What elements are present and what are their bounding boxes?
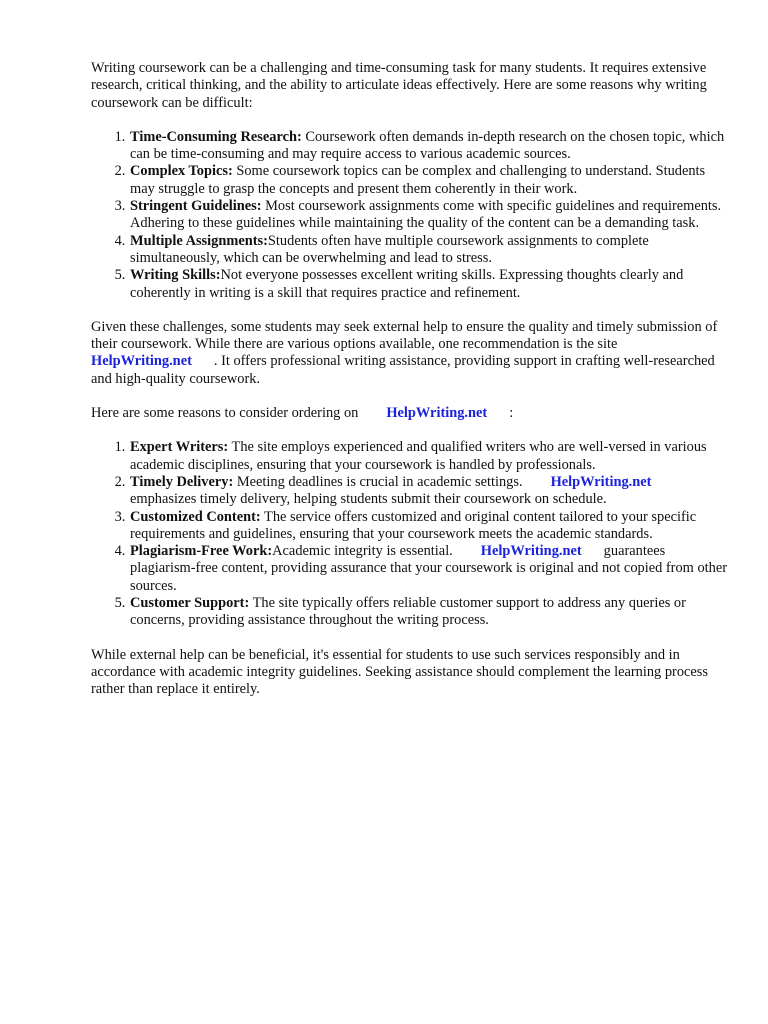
list-item-term: Stringent Guidelines:: [130, 198, 262, 215]
list-item: [129, 595, 731, 630]
list-item-term: Customer Support:: [130, 595, 250, 612]
list-item-term: Time-Consuming Research:: [130, 128, 302, 145]
intro-paragraph: Writing coursework can be a challenging and time-consuming task for many students. It requires extensive research, critical thinking, and the ability to articulate ideas effectively. Here are some reasons why writing coursework can be difficult:: [91, 60, 707, 111]
list-item-text: Some coursework topics can be complex and challenging to understand. Students may struggle to grasp the concepts and present them coherently in their work.: [130, 163, 706, 197]
list-item: [129, 163, 731, 198]
list-item-text: Not everyone possesses excellent writing skills. Expressing thoughts clearly and coherently in writing is a skill that requires practice and refinement.: [130, 267, 684, 301]
closing-paragraph: While external help can be beneficial, it's essential for students to use such services responsibly and in accordance with academic integrity guidelines. Seeking assistance should complement the learning process rather than replace it entirely.: [91, 646, 708, 698]
list-item-text: The site employs experienced and qualified writers who are well-versed in various academic disciplines, ensuring that your coursework is handled by professionals.: [130, 439, 707, 473]
challenges-text-after: . It offers professional writing assistance, providing support in crafting well-researched and high-quality coursework.: [91, 353, 715, 387]
list-item: [129, 267, 731, 302]
list-item-text: Students often have multiple coursework assignments to complete simultaneously, which can be overwhelming and lead to stress.: [130, 232, 649, 266]
list-item-term: Plagiarism-Free Work:: [130, 543, 273, 560]
reasons-intro-paragraph: [91, 405, 731, 422]
list-item: [129, 233, 731, 268]
list-item-text: Meeting deadlines is crucial in academic settings.: [233, 473, 523, 490]
reasons-intro-colon: :: [509, 405, 514, 422]
list-item-term: Timely Delivery:: [130, 473, 234, 490]
list-item-text: emphasizes timely delivery, helping students submit their coursework on schedule.: [130, 491, 607, 508]
list-item-text: Coursework often demands in-depth research on the chosen topic, which can be time-consuming and may require access to various academic sources.: [130, 128, 725, 163]
list-item-text: Academic integrity is essential.: [272, 543, 453, 560]
list-item: [129, 509, 731, 544]
list-item: [129, 543, 731, 595]
reasons-list: [91, 439, 731, 629]
challenges-text-before: Given these challenges, some students may seek external help to ensure the quality and timely submission of their coursework. While there are various options available, one recommendation is the site: [91, 318, 718, 353]
helpwriting-link[interactable]: HelpWriting.net: [386, 405, 488, 422]
list-item-text: guarantees plagiarism-free content, providing assurance that your coursework is original and not copied from other sources.: [130, 543, 728, 594]
list-item: [129, 129, 731, 164]
list-item: [129, 198, 731, 233]
document-page: [91, 60, 731, 716]
list-item-term: Customized Content:: [130, 508, 261, 525]
list-item: [129, 474, 731, 509]
reasons-intro-text: Here are some reasons to consider ordering on: [91, 405, 359, 422]
list-item-text: The site typically offers reliable customer support to address any queries or concerns, providing assistance throughout the writing process.: [130, 595, 686, 629]
list-item-term: Complex Topics:: [130, 163, 233, 180]
list-item: [129, 439, 731, 474]
difficulties-list: [91, 129, 731, 302]
list-item-term: Writing Skills:: [130, 267, 221, 284]
helpwriting-link[interactable]: HelpWriting.net: [91, 353, 192, 370]
list-item-text: Most coursework assignments come with specific guidelines and requirements. Adhering to these guidelines while maintaining the quality of the content can be a demanding task.: [130, 198, 722, 232]
helpwriting-link[interactable]: HelpWriting.net: [480, 543, 582, 560]
list-item-term: Multiple Assignments:: [130, 232, 268, 249]
challenges-paragraph: [91, 319, 731, 388]
helpwriting-link[interactable]: HelpWriting.net: [550, 473, 652, 490]
list-item-text: The service offers customized and original content tailored to your specific requirements and guidelines, ensuring that your coursework meets the academic standards.: [130, 508, 697, 542]
list-item-term: Expert Writers:: [130, 439, 229, 456]
